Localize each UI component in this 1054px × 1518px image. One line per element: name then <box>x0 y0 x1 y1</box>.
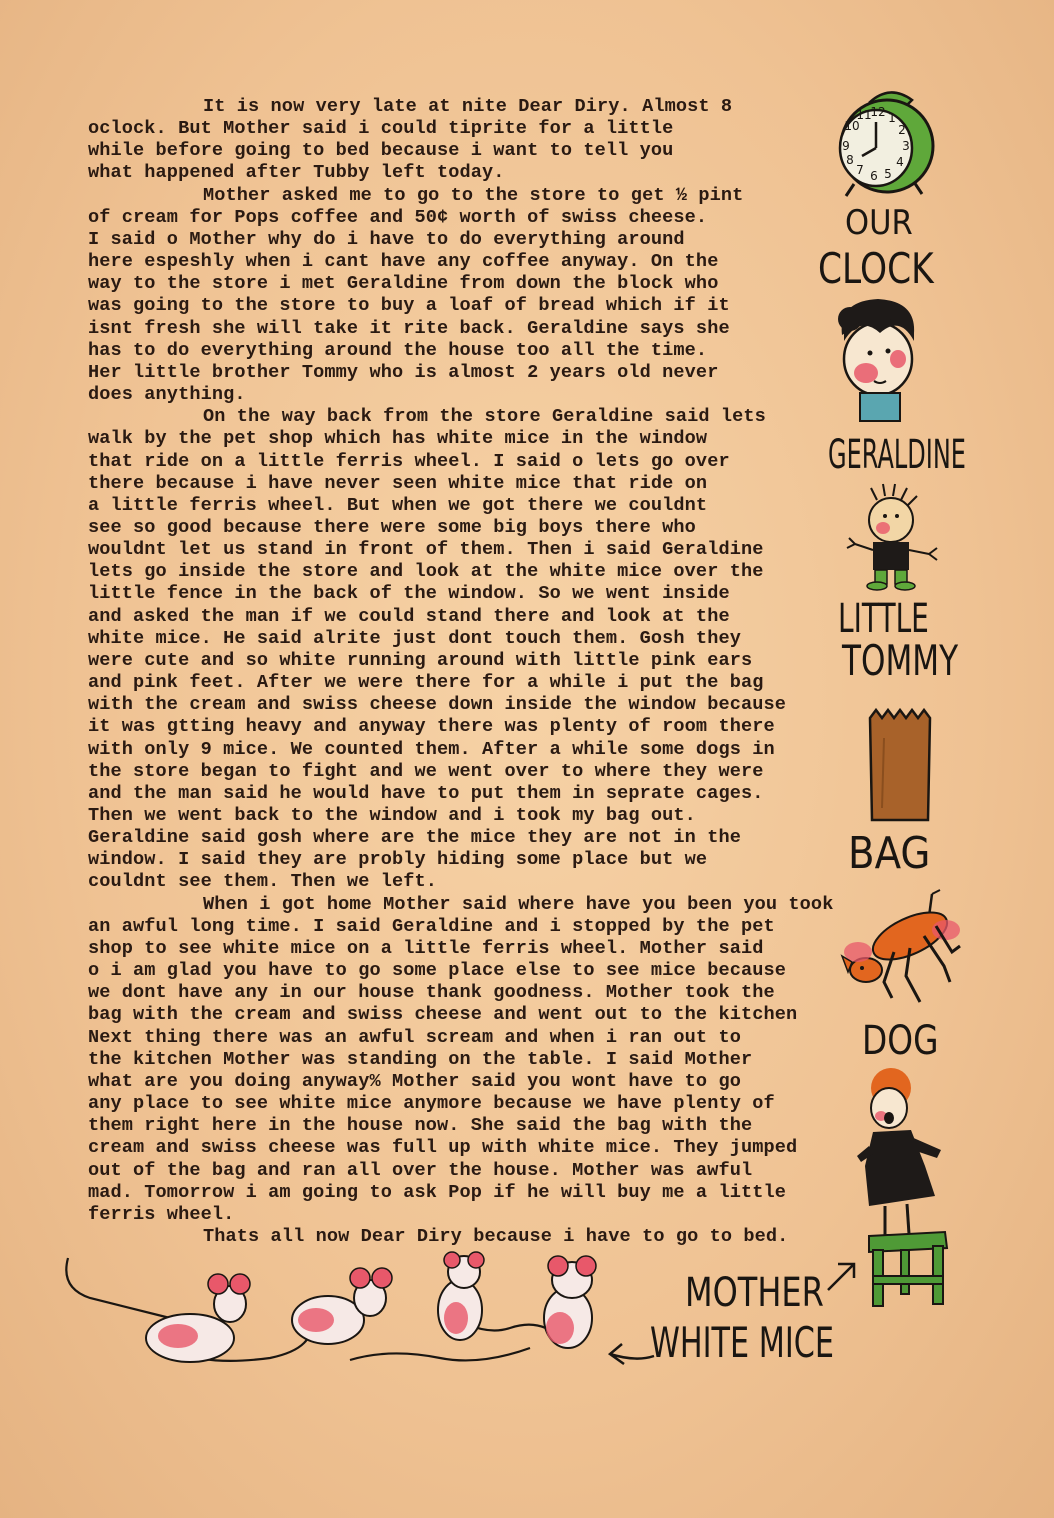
text-line: out of the bag and ran all over the house. Mother was awful <box>88 1159 753 1181</box>
text-line: walk by the pet shop which has white mice in the window <box>88 428 708 450</box>
text-line: window. I said they are probly hiding some place but we <box>88 849 708 871</box>
text-line: When i got home Mother said where have you been you took <box>203 893 834 915</box>
text-line: white mice. He said alrite just dont touch them. Gosh they <box>88 627 741 649</box>
text-line: couldnt see them. Then we left. <box>88 871 437 893</box>
text-line: there because i have never seen white mice that ride on <box>88 472 708 494</box>
clock-number: 1 <box>888 111 896 125</box>
text-line: it was gtting heavy and anyway there was plenty of room there <box>88 716 775 738</box>
geraldine-illustration <box>830 295 930 425</box>
text-line: were cute and so white running around with little pink ears <box>88 649 753 671</box>
label-little: LITTLE <box>838 596 929 642</box>
label-geraldine: GERALDINE <box>828 432 966 478</box>
text-line: ferris wheel. <box>88 1203 235 1225</box>
diary-text <box>88 96 878 1248</box>
text-line: shop to see white mice on a little ferris wheel. Mother said <box>88 937 764 959</box>
text-line: isnt fresh she will take it rite back. Geraldine says she <box>88 317 730 339</box>
clock-number: 2 <box>898 123 906 137</box>
text-line: It is now very late at nite Dear Diry. Almost 8 <box>203 96 733 117</box>
text-line: the store began to fight and we went over to where they were <box>88 760 764 782</box>
mouse-4 <box>544 1256 596 1348</box>
text-line: cream and swiss cheese was full up with white mice. They jumped <box>88 1137 798 1159</box>
text-line: and the man said he would have to put them in seprate cages. <box>88 782 764 804</box>
diary-paragraph <box>88 96 878 185</box>
text-line: Thats all now Dear Diry because i have to go to bed. <box>203 1225 789 1247</box>
text-line: with the cream and swiss cheese down inside the window because <box>88 694 786 716</box>
text-line: Her little brother Tommy who is almost 2 years old never <box>88 361 719 383</box>
text-line: we dont have any in our house thank goodness. Mother took the <box>88 982 775 1004</box>
paper-bag-illustration <box>860 708 940 828</box>
text-line: an awful long time. I said Geraldine and i stopped by the pet <box>88 915 775 937</box>
text-line: with only 9 mice. We counted them. After a while some dogs in <box>88 738 775 760</box>
text-line: has to do everything around the house too all the time. <box>88 339 708 361</box>
text-line: see so good because there were some big boys there who <box>88 516 696 538</box>
text-line: what happened after Tubby left today. <box>88 162 505 184</box>
text-line: wouldnt let us stand in front of them. Then i said Geraldine <box>88 539 764 561</box>
diary-paragraph <box>88 1226 878 1248</box>
text-line: that ride on a little ferris wheel. I said o lets go over <box>88 450 730 472</box>
text-line: and pink feet. After we were there for a while i put the bag <box>88 672 764 694</box>
mouse-1 <box>146 1274 250 1362</box>
text-line: Mother asked me to go to the store to get ½ pint <box>203 184 744 206</box>
alarm-clock-illustration <box>832 84 942 204</box>
label-tommy: TOMMY <box>842 636 959 685</box>
text-line: little fence in the back of the window. So we went inside <box>88 583 730 605</box>
text-line: was going to the store to buy a loaf of bread which if it <box>88 295 730 317</box>
clock-number: 4 <box>896 155 904 169</box>
text-line: Then we went back to the window and i took my bag out. <box>88 805 696 826</box>
clock-number: 5 <box>884 167 892 181</box>
dog-illustration <box>840 890 970 1015</box>
text-line: Next thing there was an awful scream and when i ran out to <box>88 1026 741 1048</box>
clock-number: 7 <box>856 163 864 177</box>
little-tommy-illustration <box>845 488 945 593</box>
clock-number: 11 <box>856 108 872 122</box>
label-mother: MOTHER <box>685 1270 824 1316</box>
mouse-2 <box>292 1268 392 1344</box>
text-line: On the way back from the store Geraldine said lets <box>203 406 766 428</box>
arrow-to-mice <box>606 1340 656 1370</box>
diary-paragraph <box>88 185 878 407</box>
text-line: what are you doing anyway% Mother said you wont have to go <box>88 1070 741 1092</box>
label-dog: DOG <box>862 1018 939 1064</box>
text-line: does anything. <box>88 384 246 406</box>
text-line: here espeshly when i cant have any coffee anyway. On the <box>88 251 719 273</box>
mother-on-stool-illustration <box>855 1066 975 1316</box>
clock-number: 9 <box>842 139 850 153</box>
text-line: o i am glad you have to go some place else to see mice because <box>88 960 786 982</box>
diary-paragraph <box>88 894 878 1226</box>
label-white-mice: WHITE MICE <box>650 1318 834 1367</box>
text-line: the kitchen Mother was standing on the table. I said Mother <box>88 1048 753 1070</box>
text-line: a little ferris wheel. But when we got there we couldnt <box>88 494 708 516</box>
text-line: bag with the cream and swiss cheese and went out to the kitchen <box>88 1004 798 1026</box>
clock-number: 12 <box>870 105 886 119</box>
label-clock: CLOCK <box>818 244 934 293</box>
clock-number: 6 <box>870 169 878 183</box>
text-line: oclock. But Mother said i could tiprite for a little <box>88 118 674 140</box>
label-our: OUR <box>845 203 913 243</box>
text-line: any place to see white mice anymore because we have plenty of <box>88 1093 775 1115</box>
text-line: I said o Mother why do i have to do everything around <box>88 228 685 250</box>
arrow-to-mother <box>824 1258 860 1294</box>
text-line: way to the store i met Geraldine from down the block who <box>88 273 719 295</box>
diary-paragraph <box>88 406 878 893</box>
text-line: lets go inside the store and look at the white mice over the <box>88 561 764 583</box>
text-line: them right here in the house now. She said the bag with the <box>88 1115 753 1137</box>
clock-number: 10 <box>844 119 860 133</box>
text-line: of cream for Pops coffee and 50¢ worth of swiss cheese. <box>88 206 708 228</box>
text-line: while before going to bed because i want to tell you <box>88 140 674 162</box>
text-line: mad. Tomorrow i am going to ask Pop if he will buy me a little <box>88 1181 786 1203</box>
clock-number: 3 <box>902 139 910 153</box>
label-bag: BAG <box>848 828 931 879</box>
mouse-3 <box>438 1252 484 1340</box>
text-line: Geraldine said gosh where are the mice they are not in the <box>88 827 741 849</box>
white-mice-illustration <box>60 1248 630 1378</box>
text-line: and asked the man if we could stand there and look at the <box>88 605 730 627</box>
clock-number: 8 <box>846 153 854 167</box>
